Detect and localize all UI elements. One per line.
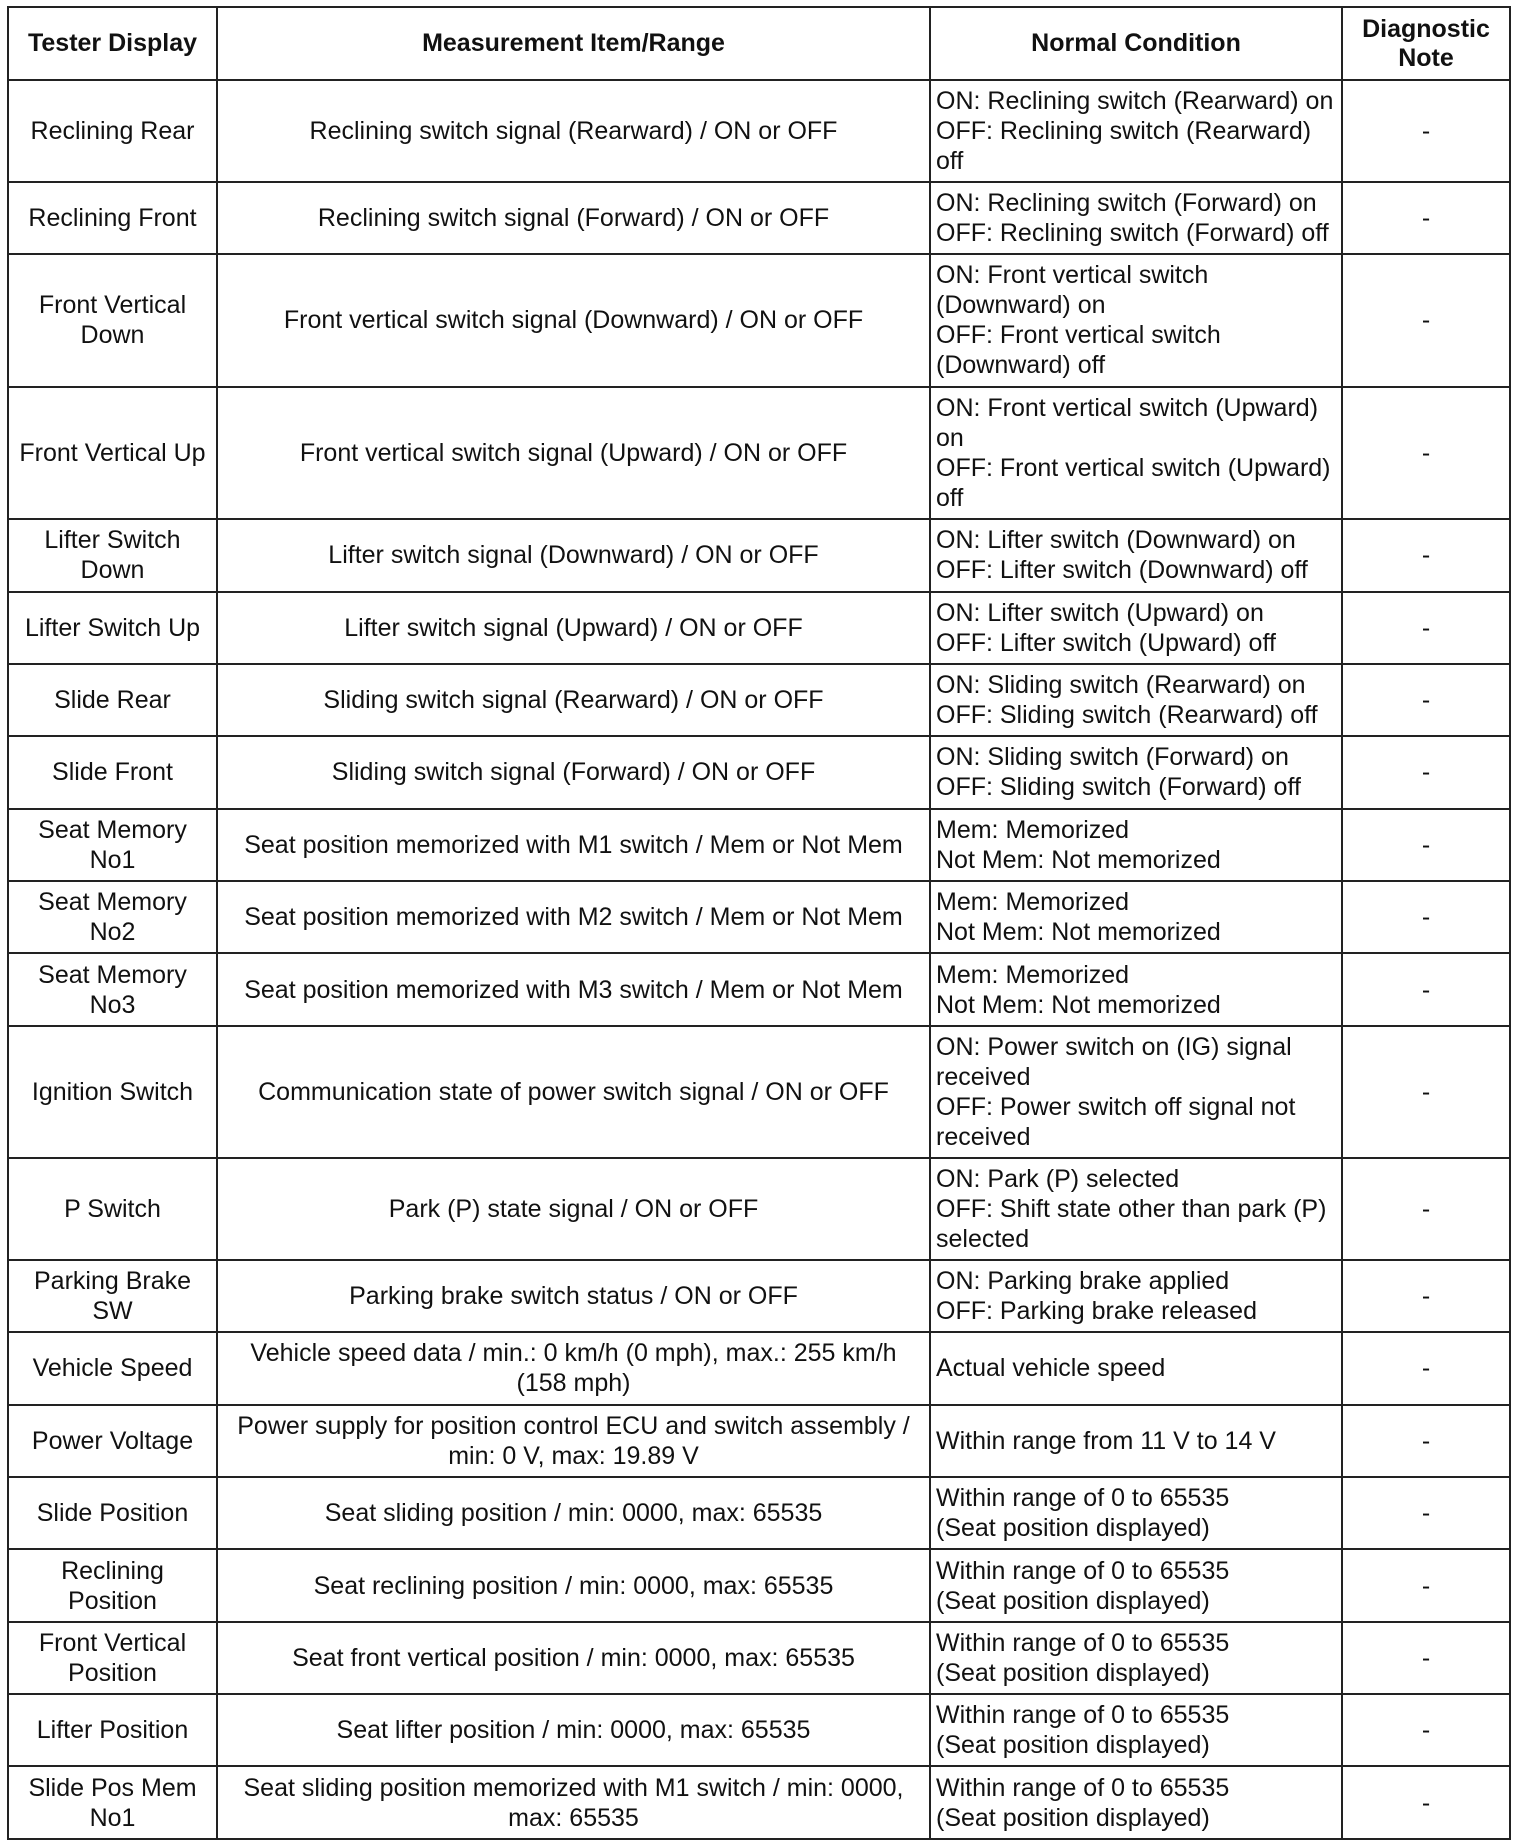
normal-condition-cell-line: (Seat position displayed): [936, 1731, 1210, 1760]
tester-display-cell: [8, 1260, 217, 1332]
tester-display-cell-line: Reclining Position: [61, 1556, 164, 1615]
normal-condition-cell-line: Actual vehicle speed: [936, 1354, 1166, 1383]
table-row: [8, 1477, 1510, 1549]
tester-display-cell-line: Slide Front: [52, 758, 173, 787]
tester-display-cell-line: Reclining Front: [28, 203, 197, 232]
normal-condition-cell-line: (Downward) off: [936, 351, 1106, 380]
tester-display-cell: [8, 1477, 217, 1549]
tester-display-cell-line: Slide Position: [36, 1499, 189, 1528]
normal-condition-cell-line: Mem: Memorized: [936, 888, 1130, 917]
normal-condition-cell-line: off: [936, 146, 964, 175]
normal-condition-cell-line: ON: Sliding switch (Forward) on: [936, 743, 1289, 772]
normal-condition-cell: [930, 664, 1342, 736]
measurement-cell: [217, 1332, 930, 1404]
normal-condition-cell-line: OFF: Sliding switch (Rearward) off: [936, 701, 1318, 730]
normal-condition-cell-line: off: [936, 483, 964, 512]
normal-condition-cell-line: ON: Reclining switch (Rearward) on: [936, 86, 1334, 115]
header-normal-condition: Normal Condition: [930, 7, 1342, 80]
normal-condition-cell: [930, 881, 1342, 953]
table-row: [8, 809, 1510, 881]
tester-display-cell: [8, 80, 217, 182]
tester-display-cell-line: Reclining Rear: [30, 116, 195, 145]
table-row: [8, 182, 1510, 254]
measurement-cell: [217, 809, 930, 881]
normal-condition-cell: [930, 1026, 1342, 1159]
measurement-cell-line: Communication state of power switch signal / ON or OFF: [258, 1078, 889, 1107]
measurement-cell: [217, 1694, 930, 1766]
measurement-cell: [217, 1260, 930, 1332]
diagnostic-note-cell: -: [1342, 592, 1510, 664]
measurement-cell: [217, 1549, 930, 1621]
diagnostic-note-cell: -: [1342, 1477, 1510, 1549]
diagnostic-note-cell: -: [1342, 80, 1510, 182]
normal-condition-cell-line: (Seat position displayed): [936, 1586, 1210, 1615]
measurement-cell: [217, 1766, 930, 1839]
measurement-cell-line: Vehicle speed data / min.: 0 km/h (0 mph), max.: 255 km/h: [250, 1339, 897, 1368]
tester-display-cell: [8, 1332, 217, 1404]
normal-condition-cell: [930, 254, 1342, 387]
diagnostic-note-cell: -: [1342, 953, 1510, 1025]
tester-display-cell: [8, 1549, 217, 1621]
table-row: [8, 1158, 1510, 1260]
measurement-cell-line: Front vertical switch signal (Downward) / ON or OFF: [283, 306, 864, 335]
tester-display-cell-line: Slide Pos Mem: [28, 1773, 197, 1802]
measurement-cell-line: Sliding switch signal (Forward) / ON or OFF: [331, 758, 816, 787]
normal-condition-cell-line: received: [936, 1123, 1031, 1152]
normal-condition-cell-line: ON: Reclining switch (Forward) on: [936, 188, 1317, 217]
diagnostic-note-cell: -: [1342, 1766, 1510, 1839]
normal-condition-cell-line: (Seat position displayed): [936, 1803, 1210, 1832]
normal-condition-cell: [930, 809, 1342, 881]
normal-condition-cell-line: OFF: Parking brake released: [936, 1297, 1257, 1326]
table-row: [8, 592, 1510, 664]
table-row: [8, 1622, 1510, 1694]
tester-display-cell-line: Front Vertical Up: [19, 438, 206, 467]
header-diagnostic-note: [1342, 7, 1510, 80]
normal-condition-cell: [930, 182, 1342, 254]
measurement-cell-line: Sliding switch signal (Rearward) / ON or OFF: [323, 686, 824, 715]
tester-display-cell: [8, 1622, 217, 1694]
normal-condition-cell-line: Mem: Memorized: [936, 960, 1130, 989]
normal-condition-cell: [930, 1260, 1342, 1332]
tester-display-cell-line: Down: [80, 556, 145, 585]
table-row: [8, 1549, 1510, 1621]
normal-condition-cell-line: ON: Lifter switch (Upward) on: [936, 598, 1264, 627]
normal-condition-cell-line: Within range of 0 to 65535: [936, 1484, 1230, 1513]
normal-condition-cell-line: Mem: Memorized: [936, 815, 1130, 844]
tester-display-cell-line: Parking Brake: [33, 1267, 192, 1296]
normal-condition-cell-line: received: [936, 1063, 1031, 1092]
normal-condition-cell: [930, 1766, 1342, 1839]
tester-display-cell: [8, 736, 217, 808]
normal-condition-cell: [930, 1549, 1342, 1621]
table-row: [8, 387, 1510, 520]
normal-condition-cell-line: OFF: Front vertical switch (Upward): [936, 453, 1331, 482]
table-row: [8, 519, 1510, 591]
diagnostic-note-cell: -: [1342, 1622, 1510, 1694]
tester-display-cell-line: Lifter Position: [36, 1716, 189, 1745]
measurement-cell-line: Seat sliding position / min: 0000, max: 65535: [324, 1499, 823, 1528]
normal-condition-cell: [930, 1477, 1342, 1549]
diagnostic-note-cell: -: [1342, 182, 1510, 254]
diagnostic-note-cell: -: [1342, 881, 1510, 953]
header-measurement-item-range: Measurement Item/Range: [217, 7, 930, 80]
tester-display-cell-line: Seat Memory No3: [38, 960, 187, 1019]
tester-display-cell: [8, 953, 217, 1025]
measurement-cell-line: Seat position memorized with M1 switch / Mem or Not Mem: [244, 830, 903, 859]
table-row: [8, 1260, 1510, 1332]
tester-display-cell: [8, 254, 217, 387]
normal-condition-cell: [930, 1405, 1342, 1477]
tester-display-cell-line: No1: [89, 1803, 136, 1832]
diagnostic-note-cell: -: [1342, 1405, 1510, 1477]
measurement-cell: [217, 519, 930, 591]
normal-condition-cell: [930, 1694, 1342, 1766]
measurement-cell-line: Power supply for position control ECU and switch assembly /: [237, 1411, 910, 1440]
measurement-cell-line: min: 0 V, max: 19.89 V: [448, 1441, 699, 1470]
normal-condition-cell-line: Not Mem: Not memorized: [936, 845, 1221, 874]
normal-condition-cell-line: on: [936, 423, 964, 452]
measurement-cell: [217, 953, 930, 1025]
diagnostic-note-cell: -: [1342, 1694, 1510, 1766]
normal-condition-cell: [930, 1332, 1342, 1404]
table-header-row: [8, 7, 1510, 80]
normal-condition-cell-line: Not Mem: Not memorized: [936, 990, 1221, 1019]
table-body: [8, 80, 1510, 1839]
measurement-cell: [217, 1405, 930, 1477]
tester-display-cell-line: Power Voltage: [31, 1426, 194, 1455]
measurement-cell: [217, 80, 930, 182]
measurement-cell-line: Seat position memorized with M2 switch / Mem or Not Mem: [244, 903, 903, 932]
normal-condition-cell-line: (Seat position displayed): [936, 1658, 1210, 1687]
measurement-cell-line: Reclining switch signal (Forward) / ON or OFF: [317, 203, 830, 232]
normal-condition-cell-line: ON: Parking brake applied: [936, 1267, 1230, 1296]
normal-condition-cell-line: OFF: Reclining switch (Rearward): [936, 116, 1312, 145]
measurement-cell-line: Seat position memorized with M3 switch / Mem or Not Mem: [244, 975, 903, 1004]
diagnostic-note-cell: -: [1342, 387, 1510, 520]
tester-display-cell: [8, 1026, 217, 1159]
measurement-cell-line: Lifter switch signal (Downward) / ON or OFF: [328, 541, 819, 570]
diagnostic-note-cell: -: [1342, 809, 1510, 881]
measurement-cell: [217, 1158, 930, 1260]
measurement-cell: [217, 1622, 930, 1694]
normal-condition-cell-line: ON: Front vertical switch: [936, 261, 1209, 290]
tester-display-cell-line: Ignition Switch: [31, 1078, 194, 1107]
tester-display-cell-line: Seat Memory No2: [38, 888, 187, 947]
normal-condition-cell: [930, 953, 1342, 1025]
tester-display-cell: [8, 519, 217, 591]
normal-condition-cell-line: OFF: Lifter switch (Downward) off: [936, 556, 1308, 585]
normal-condition-cell: [930, 519, 1342, 591]
tester-display-cell: [8, 592, 217, 664]
normal-condition-cell-line: OFF: Reclining switch (Forward) off: [936, 218, 1329, 247]
normal-condition-cell-line: OFF: Shift state other than park (P): [936, 1195, 1327, 1224]
tester-display-cell-line: Vehicle Speed: [32, 1354, 193, 1383]
table-row: [8, 953, 1510, 1025]
normal-condition-cell-line: ON: Front vertical switch (Upward): [936, 393, 1319, 422]
measurement-cell: [217, 254, 930, 387]
tester-display-cell-line: Down: [80, 321, 145, 350]
diagnostic-note-cell: -: [1342, 1026, 1510, 1159]
table-row: [8, 1026, 1510, 1159]
normal-condition-cell-line: Not Mem: Not memorized: [936, 918, 1221, 947]
normal-condition-cell-line: (Seat position displayed): [936, 1514, 1210, 1543]
normal-condition-cell-line: Within range of 0 to 65535: [936, 1701, 1230, 1730]
table-row: [8, 80, 1510, 182]
measurement-cell-line: (158 mph): [516, 1369, 631, 1398]
measurement-cell: [217, 182, 930, 254]
diagnostic-note-cell: -: [1342, 1332, 1510, 1404]
tester-display-cell: [8, 1694, 217, 1766]
tester-display-cell-line: Slide Rear: [54, 686, 171, 715]
table-row: [8, 1332, 1510, 1404]
normal-condition-cell-line: Within range from 11 V to 14 V: [936, 1426, 1276, 1455]
header-diagnostic-note-line: Note: [1398, 43, 1454, 72]
diagnostic-note-cell: -: [1342, 1158, 1510, 1260]
tester-display-cell-line: SW: [92, 1297, 133, 1326]
tester-display-cell-line: Front Vertical: [38, 291, 187, 320]
normal-condition-cell: [930, 736, 1342, 808]
measurement-cell: [217, 1026, 930, 1159]
normal-condition-cell-line: Within range of 0 to 65535: [936, 1556, 1230, 1585]
tester-display-cell-line: Lifter Switch: [44, 526, 181, 555]
diagnostic-data-table: [7, 6, 1511, 1840]
measurement-cell-line: Parking brake switch status / ON or OFF: [349, 1282, 798, 1311]
measurement-cell: [217, 387, 930, 520]
measurement-cell: [217, 881, 930, 953]
tester-display-cell: [8, 664, 217, 736]
tester-display-cell-line: Seat Memory No1: [38, 815, 187, 874]
normal-condition-cell-line: OFF: Power switch off signal not: [936, 1093, 1296, 1122]
measurement-cell: [217, 592, 930, 664]
normal-condition-cell-line: OFF: Sliding switch (Forward) off: [936, 773, 1301, 802]
normal-condition-cell-line: ON: Park (P) selected: [936, 1165, 1180, 1194]
normal-condition-cell-line: ON: Sliding switch (Rearward) on: [936, 671, 1306, 700]
measurement-cell-line: Seat lifter position / min: 0000, max: 65535: [336, 1716, 811, 1745]
measurement-cell-line: Seat reclining position / min: 0000, max: 65535: [313, 1571, 834, 1600]
tester-display-cell: [8, 1766, 217, 1839]
normal-condition-cell-line: (Downward) on: [936, 291, 1106, 320]
measurement-cell: [217, 1477, 930, 1549]
tester-display-cell-line: Front Vertical: [38, 1628, 187, 1657]
diagnostic-note-cell: -: [1342, 519, 1510, 591]
diagnostic-note-cell: -: [1342, 1549, 1510, 1621]
measurement-cell-line: Reclining switch signal (Rearward) / ON or OFF: [309, 116, 838, 145]
tester-display-cell: [8, 1405, 217, 1477]
normal-condition-cell-line: ON: Power switch on (IG) signal: [936, 1033, 1292, 1062]
tester-display-cell: [8, 809, 217, 881]
measurement-cell: [217, 664, 930, 736]
tester-display-cell: [8, 881, 217, 953]
normal-condition-cell-line: OFF: Lifter switch (Upward) off: [936, 628, 1276, 657]
diagnostic-note-cell: -: [1342, 736, 1510, 808]
normal-condition-cell-line: OFF: Front vertical switch: [936, 321, 1221, 350]
normal-condition-cell: [930, 80, 1342, 182]
normal-condition-cell: [930, 1622, 1342, 1694]
tester-display-cell-line: P Switch: [64, 1195, 161, 1224]
normal-condition-cell: [930, 592, 1342, 664]
normal-condition-cell-line: selected: [936, 1225, 1030, 1254]
normal-condition-cell-line: Within range of 0 to 65535: [936, 1628, 1230, 1657]
tester-display-cell: [8, 387, 217, 520]
diagnostic-note-cell: -: [1342, 1260, 1510, 1332]
header-diagnostic-note-line: Diagnostic: [1362, 14, 1490, 43]
normal-condition-cell-line: ON: Lifter switch (Downward) on: [936, 526, 1296, 555]
measurement-cell-line: max: 65535: [508, 1803, 639, 1832]
normal-condition-cell-line: Within range of 0 to 65535: [936, 1773, 1230, 1802]
tester-display-cell-line: Position: [68, 1658, 157, 1687]
tester-display-cell: [8, 1158, 217, 1260]
normal-condition-cell: [930, 1158, 1342, 1260]
measurement-cell-line: Seat sliding position memorized with M1 switch / min: 0000,: [243, 1773, 904, 1802]
diagnostic-note-cell: -: [1342, 664, 1510, 736]
table-row: [8, 254, 1510, 387]
measurement-cell-line: Seat front vertical position / min: 0000, max: 65535: [292, 1643, 855, 1672]
measurement-cell-line: Lifter switch signal (Upward) / ON or OFF: [344, 613, 803, 642]
normal-condition-cell: [930, 387, 1342, 520]
table-row: [8, 881, 1510, 953]
tester-display-cell-line: Lifter Switch Up: [24, 613, 201, 642]
measurement-cell: [217, 736, 930, 808]
header-tester-display: Tester Display: [8, 7, 217, 80]
table-row: [8, 736, 1510, 808]
measurement-cell-line: Front vertical switch signal (Upward) / ON or OFF: [299, 438, 848, 467]
diagnostic-note-cell: -: [1342, 254, 1510, 387]
tester-display-cell: [8, 182, 217, 254]
table-row: [8, 1694, 1510, 1766]
measurement-cell-line: Park (P) state signal / ON or OFF: [388, 1195, 759, 1224]
table-row: [8, 1766, 1510, 1839]
table-row: [8, 1405, 1510, 1477]
table-row: [8, 664, 1510, 736]
